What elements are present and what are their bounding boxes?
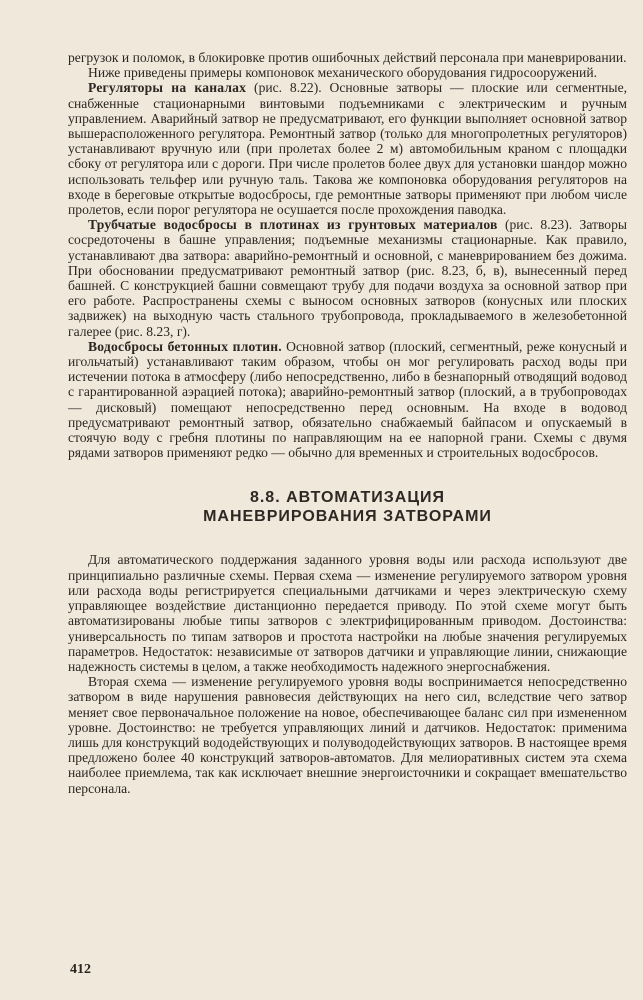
paragraph-automation-second-scheme: Вторая схема — изменение регулируемого уровня воды воспринимается непосредственно затвором в виде нарушения равновесия действующих на него сил, вследствие чего затвор меняет свое первоначальное положение на новое, обеспечивающее баланс сил при измененном уровне. Достоинство: не требуется управляющих линий и датчиков. Недостаток: применима лишь для конструкций вододействующих и полувододействующих затворов. В настоящее время предложено более 40 конструкций затворов-автоматов. Для мелиоративных систем эта схема наиболее приемлема, так как исключает внешние энергоисточники и сокращает вмешательство персонала.	[68, 674, 627, 796]
run-in-heading-concrete-dams: Водосбросы бетонных плотин.	[88, 338, 282, 354]
run-in-heading-canal-regulators: Регуляторы на каналах	[88, 80, 247, 96]
paragraph-canal-regulators	[68, 80, 627, 217]
paragraph-continuation: регрузок и поломок, в блокировке против ошибочных действий персонала при маневрировании.	[68, 50, 627, 65]
section-heading-line-2: МАНЕВРИРОВАНИЯ ЗАТВОРАМИ	[203, 508, 492, 526]
run-in-heading-tube-spillways: Трубчатые водосбросы в плотинах из грунтовых материалов	[88, 217, 498, 233]
paragraph-automation-first-scheme: Для автоматического поддержания заданного уровня воды или расхода используют две принципиально различные схемы. Первая схема — изменение регулируемого затвором уровня или расхода воды регистрируется специальными датчиками и через электрическую схему управляющее воздействие дистанционно передается приводу. По этой схеме могут быть автоматизированы любые типы затворов с электрифицированным приводом. Достоинства: универсальность по типам затворов и простота настройки на любые значения регулируемых параметров. Недостаток: независимые от затворов датчики и управляющие линии, снижающие надежность системы в целом, а также необходимость надежного энергоснабжения.	[68, 552, 627, 674]
section-heading-line-1: 8.8. АВТОМАТИЗАЦИЯ	[249, 489, 446, 507]
page-number: 412	[70, 962, 91, 977]
paragraph-tube-spillways	[68, 217, 627, 339]
concrete-dams-text: Основной затвор (плоский, сегментный, реже конусный и игольчатый) устанавливают таким образом, чтобы он мог регулировать расход воды при истечении потока в атмосферу (либо непосредственно, либо в безнапорный отводящий водовод с гарантированной аэрацией потока); аварийно-ремонтный затвор (плоский, а в трубопроводах — дисковый) помещают непосредственно перед основным. На входе в водовод предусматривают ремонтный затвор, обязательно снабжаемый байпасом и опускаемый в стоячую воду с гребня плотины по направляющим на ее напорной грани. Схемы с двумя рядами затворов применяют редко — обычно для временных и строительных водосбросов.	[68, 338, 628, 461]
tube-spillways-text: (рис. 8.23). Затворы сосредоточены в башне управления; подъемные механизмы стационарные. Как правило, устанавливают два затвора: аварийно-ремонтный и основной, с маневрированием без дожима. При обосновании предусматривают ремонтный затвор (рис. 8.23, б, в), вынесенный перед башней. С конструкцией башни совмещают трубу для подачи воздуха за основной затвор при его работе. Распространены схемы с выносом основных затворов (конусных или плоских задвижек) на выходную часть стального трубопровода, прокладываемого в железобетонной галерее (рис. 8.23, г).	[68, 217, 627, 339]
section-heading	[68, 488, 627, 526]
paragraph-intro: Ниже приведены примеры компоновок механического оборудования гидросооружений.	[88, 65, 597, 81]
paragraph-concrete-dams	[68, 339, 627, 461]
canal-regulators-text: (рис. 8.22). Основные затворы — плоские или сегментные, снабженные стационарными винтовыми подъемниками с электрическим и ручным управлением. Аварийный затвор не предусматривают, его функции выполняет основной затвор вышерасположенного регулятора. Ремонтный затвор (только для многопролетных регуляторов) устанавливают вручную или (при пролетах более 2 м) автомобильным краном с площадки сбоку от регулятора или с дороги. При числе пролетов более двух для установки шандор можно использовать тельфер или ручную таль. Такова же компоновка оборудования регуляторов на входе в береговые открытые водосбросы, где ремонтные затворы применяют при любом числе пролетов, если порог регулятора не осушается после прохождения паводка.	[68, 80, 627, 218]
